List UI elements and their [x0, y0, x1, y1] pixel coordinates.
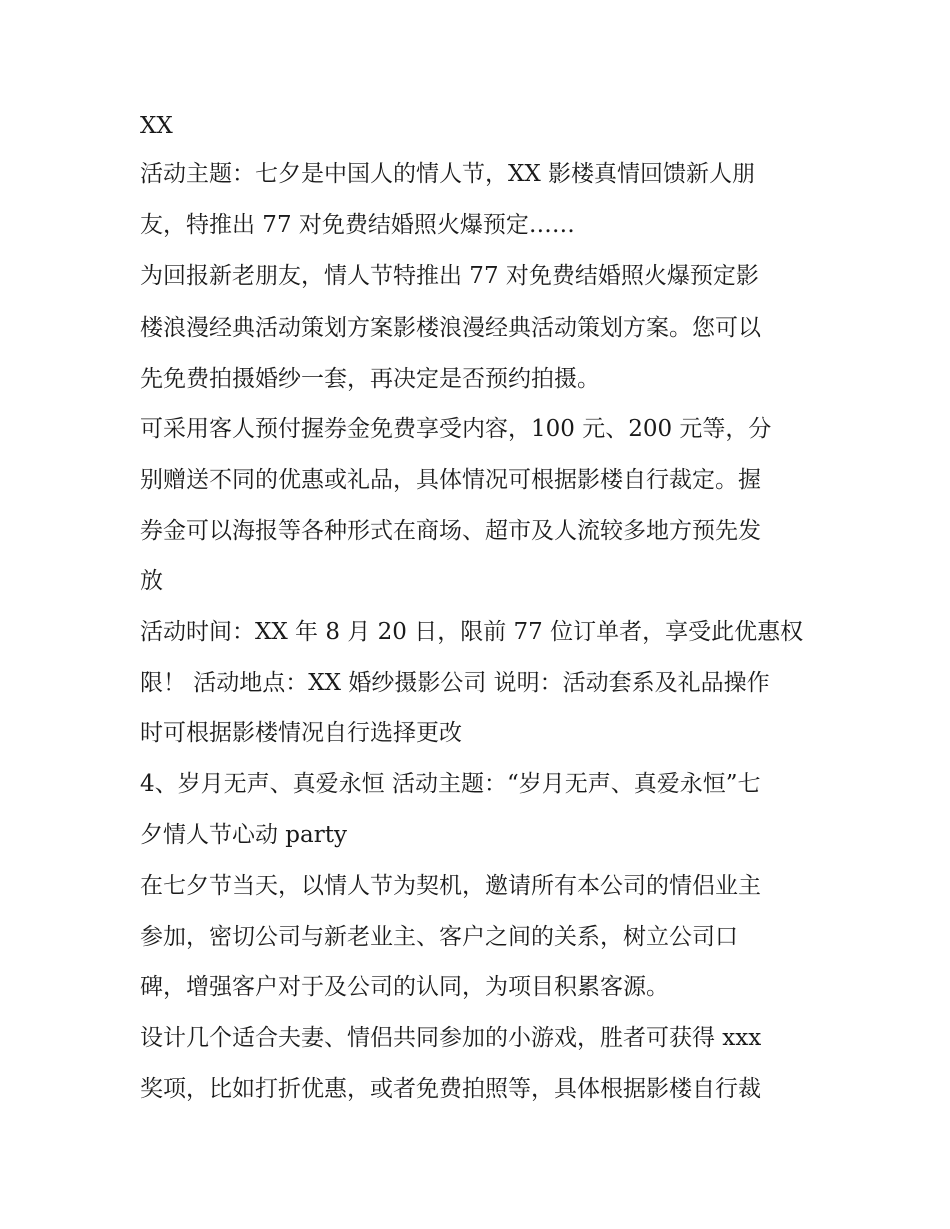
text-line: 楼浪漫经典活动策划方案影楼浪漫经典活动策划方案。您可以	[140, 315, 761, 341]
text-line: 设计几个适合夫妻、情侣共同参加的小游戏，胜者可获得 xxx	[140, 1025, 762, 1051]
text-line: 放	[140, 568, 163, 594]
text-line: 限！ 活动地点：XX 婚纱摄影公司 说明：活动套系及礼品操作	[140, 670, 770, 696]
text-line: 夕情人节心动 party	[140, 822, 347, 848]
text-line: 活动主题：七夕是中国人的情人节，XX 影楼真情回馈新人朋	[140, 161, 756, 187]
text-line: 为回报新老朋友，情人节特推出 77 对免费结婚照火爆预定影	[140, 263, 759, 289]
text-line: 别赠送不同的优惠或礼品，具体情况可根据影楼自行裁定。握	[140, 467, 761, 493]
text-line: 4、岁月无声、真爱永恒 活动主题：“岁月无声、真爱永恒”七	[140, 771, 761, 797]
text-line: 活动时间：XX 年 8 月 20 日，限前 77 位订单者，享受此优惠权	[140, 619, 804, 645]
text-line: 在七夕节当天，以情人节为契机，邀请所有本公司的情侣业主	[140, 873, 761, 899]
text-line: 可采用客人预付握券金免费享受内容，100 元、200 元等，分	[140, 416, 772, 442]
text-line: 券金可以海报等各种形式在商场、超市及人流较多地方预先发	[140, 518, 761, 544]
text-line: 友，特推出 77 对免费结婚照火爆预定……	[140, 212, 575, 238]
text-line: 时可根据影楼情况自行选择更改	[140, 720, 462, 746]
text-line: 奖项，比如打折优惠，或者免费拍照等，具体根据影楼自行裁	[140, 1076, 761, 1102]
text-line: 碑，增强客户对于及公司的认同，为项目积累客源。	[140, 974, 669, 1000]
text-line: XX	[140, 113, 173, 139]
text-line: 先免费拍摄婚纱一套，再决定是否预约拍摄。	[140, 366, 600, 392]
text-line: 参加，密切公司与新老业主、客户之间的关系，树立公司口	[140, 924, 738, 950]
